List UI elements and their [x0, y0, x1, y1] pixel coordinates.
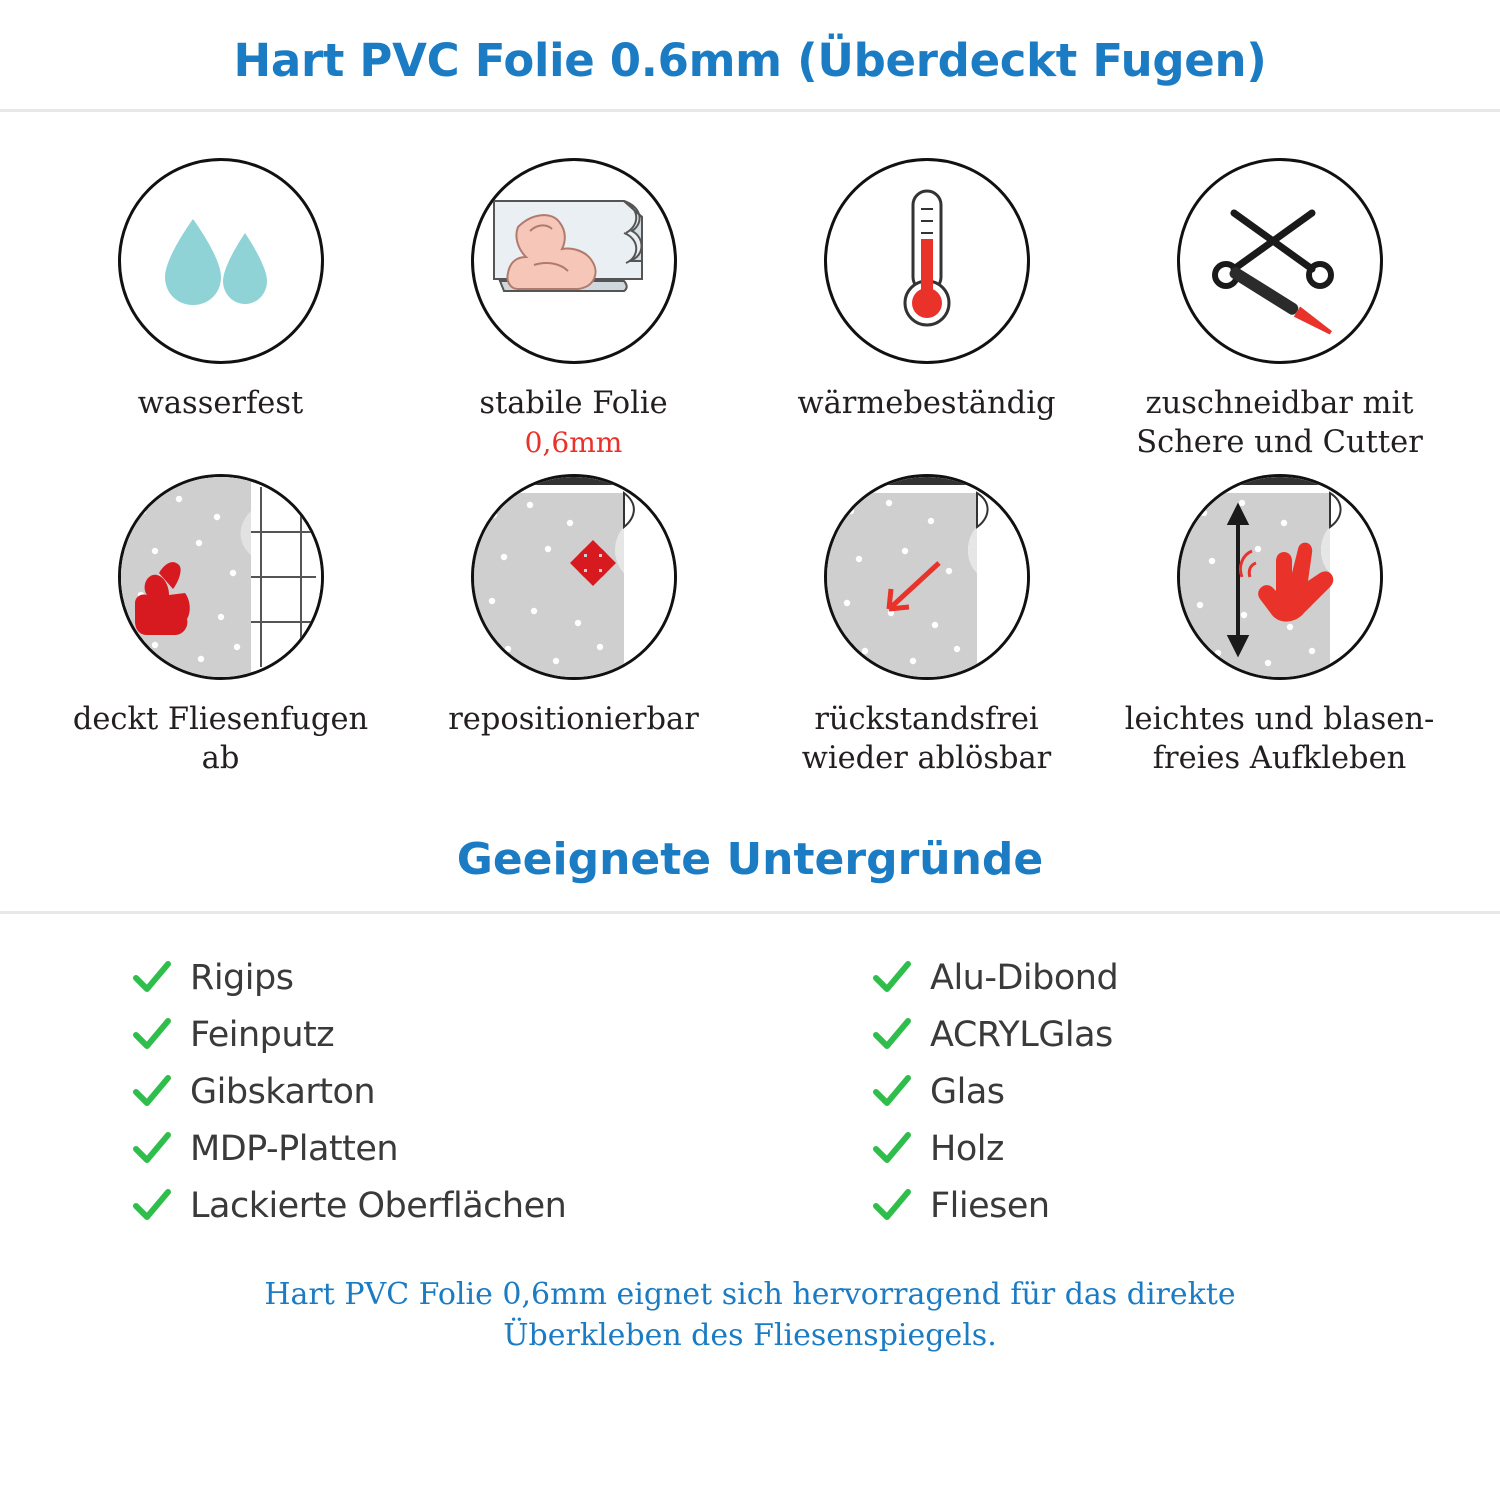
- list-item: [870, 956, 1500, 1000]
- scissors-cutter-icon: [1177, 158, 1383, 364]
- four-arrows-icon: [471, 474, 677, 680]
- feature-item: [44, 158, 397, 462]
- check-icon: [870, 956, 914, 1000]
- list-item-label: Fliesen: [930, 1186, 1050, 1227]
- list-item: [130, 1184, 750, 1228]
- feature-label: [1115, 384, 1445, 462]
- feature-label-text: stabile Folie: [479, 386, 668, 421]
- check-icon: [130, 1013, 174, 1057]
- feature-item: [750, 470, 1103, 778]
- list-item: [130, 1127, 750, 1171]
- feature-item: [44, 470, 397, 778]
- feature-label: [798, 384, 1056, 423]
- feature-label-text: zuschneidbar mit Schere und Cutter: [1136, 386, 1423, 461]
- check-icon: [130, 1184, 174, 1228]
- page-title: Hart PVC Folie 0.6mm (Überdeckt Fugen): [233, 34, 1267, 87]
- list-item: [870, 1070, 1500, 1114]
- feature-label-text: wärmebeständig: [797, 386, 1056, 421]
- footnote-line-1: Hart PVC Folie 0,6mm eignet sich hervorragend für das direkte: [264, 1277, 1236, 1313]
- list-item: [870, 1013, 1500, 1057]
- feature-label: [479, 384, 667, 461]
- feature-label: [1115, 700, 1445, 778]
- feature-item: [1103, 470, 1456, 778]
- feature-label: [138, 384, 303, 423]
- water-drops-icon: [118, 158, 324, 364]
- list-item: [870, 1184, 1500, 1228]
- feature-label: [762, 700, 1092, 778]
- feature-sublabel: 0,6mm: [524, 426, 623, 460]
- check-icon: [870, 1127, 914, 1171]
- thumbs-up-tiles-icon: [118, 474, 324, 680]
- footnote: [0, 1275, 1500, 1356]
- feature-label-text: leichtes und blasen-freies Aufkleben: [1124, 702, 1435, 777]
- section-title-text: Geeignete Untergründe: [456, 834, 1044, 886]
- list-item-label: Lackierte Oberflächen: [190, 1186, 567, 1227]
- header: [0, 0, 1500, 109]
- hand-smoothing-icon: [1177, 474, 1383, 680]
- check-icon: [870, 1013, 914, 1057]
- list-item-label: Gibskarton: [190, 1072, 376, 1113]
- feature-item: [397, 158, 750, 462]
- feature-label: [448, 700, 699, 739]
- feature-label-text: rückstandsfrei wieder ablösbar: [801, 702, 1052, 777]
- feature-label: [56, 700, 386, 778]
- substrates-column-left: [0, 956, 750, 1241]
- peel-arrow-icon: [824, 474, 1030, 680]
- check-icon: [870, 1070, 914, 1114]
- section-title: [0, 834, 1500, 885]
- feature-item: [1103, 158, 1456, 462]
- feature-label-text: wasserfest: [137, 386, 304, 421]
- list-item: [130, 1013, 750, 1057]
- check-icon: [130, 1070, 174, 1114]
- list-item-label: Holz: [930, 1129, 1004, 1170]
- list-item-label: MDP-Platten: [190, 1129, 399, 1170]
- list-item-label: Rigips: [190, 958, 294, 999]
- list-item: [870, 1127, 1500, 1171]
- list-item-label: Glas: [930, 1072, 1005, 1113]
- list-item: [130, 956, 750, 1000]
- feature-item: [397, 470, 750, 778]
- substrates-column-right: [750, 956, 1500, 1241]
- list-item-label: Alu-Dibond: [930, 958, 1119, 999]
- feature-grid: [0, 112, 1500, 778]
- list-item-label: ACRYLGlas: [930, 1015, 1113, 1056]
- check-icon: [870, 1184, 914, 1228]
- feature-item: [750, 158, 1103, 462]
- list-item: [130, 1070, 750, 1114]
- check-icon: [130, 956, 174, 1000]
- list-item-label: Feinputz: [190, 1015, 335, 1056]
- feature-label-text: deckt Fliesenfugen ab: [72, 702, 369, 777]
- strong-arm-film-icon: [471, 158, 677, 364]
- substrates-list: [0, 914, 1500, 1241]
- check-icon: [130, 1127, 174, 1171]
- feature-label-text: repositionierbar: [448, 702, 699, 738]
- thermometer-icon: [824, 158, 1030, 364]
- footnote-line-2: Überkleben des Fliesenspiegels.: [503, 1317, 997, 1353]
